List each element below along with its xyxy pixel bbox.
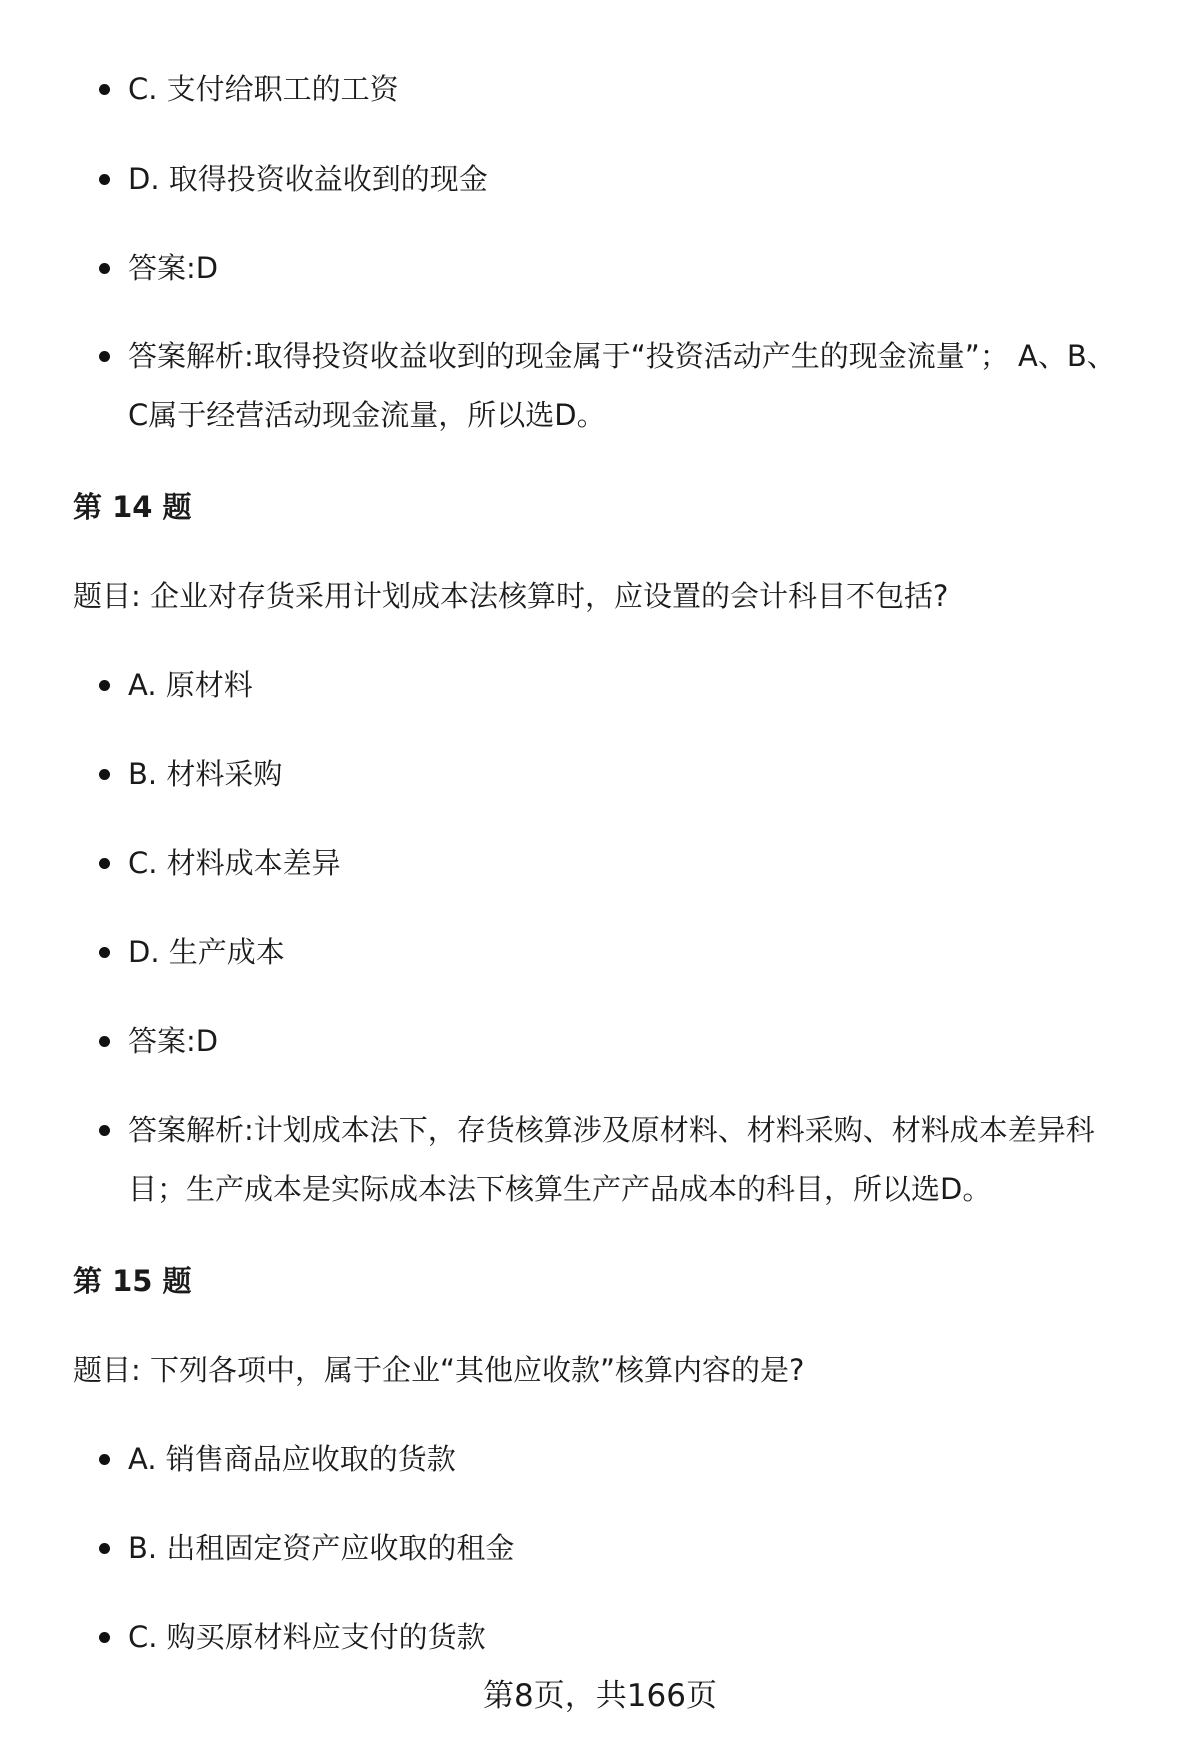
option-c: C. 支付给职工的工资: [128, 60, 1128, 119]
question-heading: 第 15 题: [73, 1264, 192, 1298]
option-d: D. 取得投资收益收到的现金: [128, 150, 1128, 209]
answer: 答案:D: [128, 239, 1128, 298]
option-a: A. 销售商品应收取的货款: [128, 1430, 1128, 1489]
page-footer: 第8页，共166页: [483, 1678, 717, 1714]
option-a: A. 原材料: [128, 656, 1128, 715]
answer: 答案:D: [128, 1012, 1128, 1071]
option-c: C. 购买原材料应支付的货款: [128, 1608, 1128, 1667]
answer-explanation: 答案解析:计划成本法下，存货核算涉及原材料、材料采购、材料成本差异科目；生产成本是实际成本法下核算生产产品成本的科目，所以选D。: [128, 1101, 1128, 1219]
question-heading: 第 14 题: [73, 490, 192, 524]
question-text: 题目: 企业对存货采用计划成本法核算时，应设置的会计科目不包括?: [73, 579, 949, 613]
option-b: B. 材料采购: [128, 745, 1128, 804]
option-d: D. 生产成本: [128, 923, 1128, 982]
answer-explanation: 答案解析:取得投资收益收到的现金属于“投资活动产生的现金流量”； A、B、C属于经营活动现金流量，所以选D。: [128, 327, 1128, 445]
option-c: C. 材料成本差异: [128, 834, 1128, 893]
option-b: B. 出租固定资产应收取的租金: [128, 1519, 1128, 1578]
question-text: 题目: 下列各项中，属于企业“其他应收款”核算内容的是?: [73, 1353, 805, 1387]
